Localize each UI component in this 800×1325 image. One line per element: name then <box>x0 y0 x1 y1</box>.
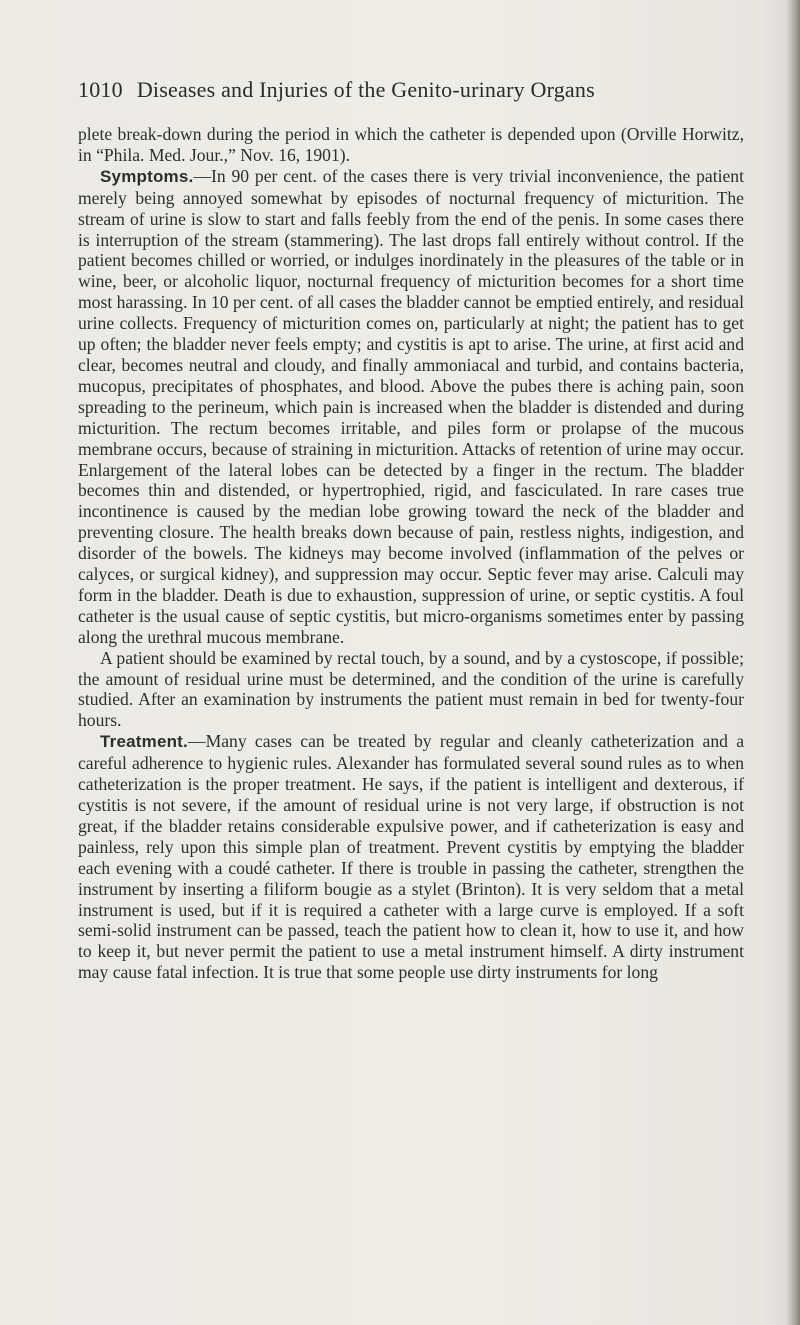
section-heading-symptoms: Symptoms. <box>100 166 194 186</box>
paragraph-text: plete break-down during the period in which the catheter is depended upon (Orville Horwitz, in “Phila. Med. Jour.,” Nov. 16, 1901). <box>78 124 744 165</box>
page-number: 1010 <box>78 77 123 102</box>
paragraph-treatment <box>78 731 744 983</box>
page-edge-shadow <box>786 0 800 1325</box>
paragraph-text: —In 90 per cent. of the cases there is very trivial inconvenience, the patient merely being annoyed somewhat by episodes of nocturnal frequency of micturition. The stream of urine is slow to start and falls feebly from the end of the penis. In some cases there is interruption of the stream (stammering). The last drops fall entirely without control. If the patient becomes chilled or worried, or indulges inordinately in the pleasures of the table or in wine, beer, or alcoholic liquor, nocturnal frequency of micturition becomes for a short time most harassing. In 10 per cent. of all cases the bladder cannot be emptied entirely, and residual urine collects. Frequency of micturition comes on, particularly at night; the patient has to get up often; the bladder never feels empty; and cystitis is apt to arise. The urine, at first acid and clear, becomes neutral and cloudy, and finally ammoniacal and turbid, and contains bacteria, mucopus, precipitates of phosphates, and blood. Above the pubes there is aching pain, soon spreading to the perineum, which pain is increased when the bladder is distended and during micturition. The rectum becomes irritable, and piles form or prolapse of the mucous membrane occurs, because of straining in micturition. Attacks of retention of urine may occur. Enlargement of the lateral lobes can be detected by a finger in the rectum. The bladder becomes thin and distended, or hypertrophied, rigid, and fasciculated. In rare cases true incontinence is caused by the median lobe growing toward the neck of the bladder and preventing closure. The health breaks down because of pain, restless nights, indigestion, and disorder of the bowels. The kidneys may become involved (inflammation of the pelves or calyces, or surgical kidney), and suppression may occur. Septic fever may arise. Calculi may form in the bladder. Death is due to exhaustion, suppression of urine, or septic cystitis. A foul catheter is the usual cause of septic cystitis, but micro-organisms sometimes enter by passing along the urethral mucous membrane. <box>78 165 744 647</box>
paragraph-text: —Many cases can be treated by regular and cleanly catheterization and a careful adherence to hygienic rules. Alexander has formulated several sound rules as to when catheterization is the proper treatment. He says, if the patient is intelligent and dexterous, if cystitis is not severe, if the amount of residual urine is not very large, if obstruction is not great, if the bladder retains considerable expulsive power, and if catheterization is easy and painless, rely upon this simple plan of treatment. Prevent cystitis by emptying the bladder each evening with a coudé catheter. If there is trouble in passing the catheter, strengthen the instrument by inserting a filiform bougie as a stylet (Brinton). It is very seldom that a metal instrument is used, but if it is required a catheter with a large curve is employed. If a soft semi-solid instrument can be passed, teach the patient how to clean it, how to use it, and how to keep it, but never permit the patient to use a metal instrument himself. A dirty instrument may cause fatal infection. It is true that some people use dirty instruments for long <box>78 731 744 983</box>
section-heading-treatment: Treatment. <box>100 732 188 752</box>
body-text <box>78 124 744 983</box>
paragraph-continuation <box>78 124 744 166</box>
paragraph-text: A patient should be examined by rectal touch, by a sound, and by a cystoscope, if possible; the amount of residual urine must be determined, and the condition of the urine is carefully studied. After an examination by instruments the patient must remain in bed for twenty-four hours. <box>78 647 744 731</box>
running-head <box>78 77 595 103</box>
running-title: Diseases and Injuries of the Genito-urinary Organs <box>136 77 595 102</box>
paragraph-examination <box>78 648 744 732</box>
paragraph-symptoms <box>78 166 744 648</box>
